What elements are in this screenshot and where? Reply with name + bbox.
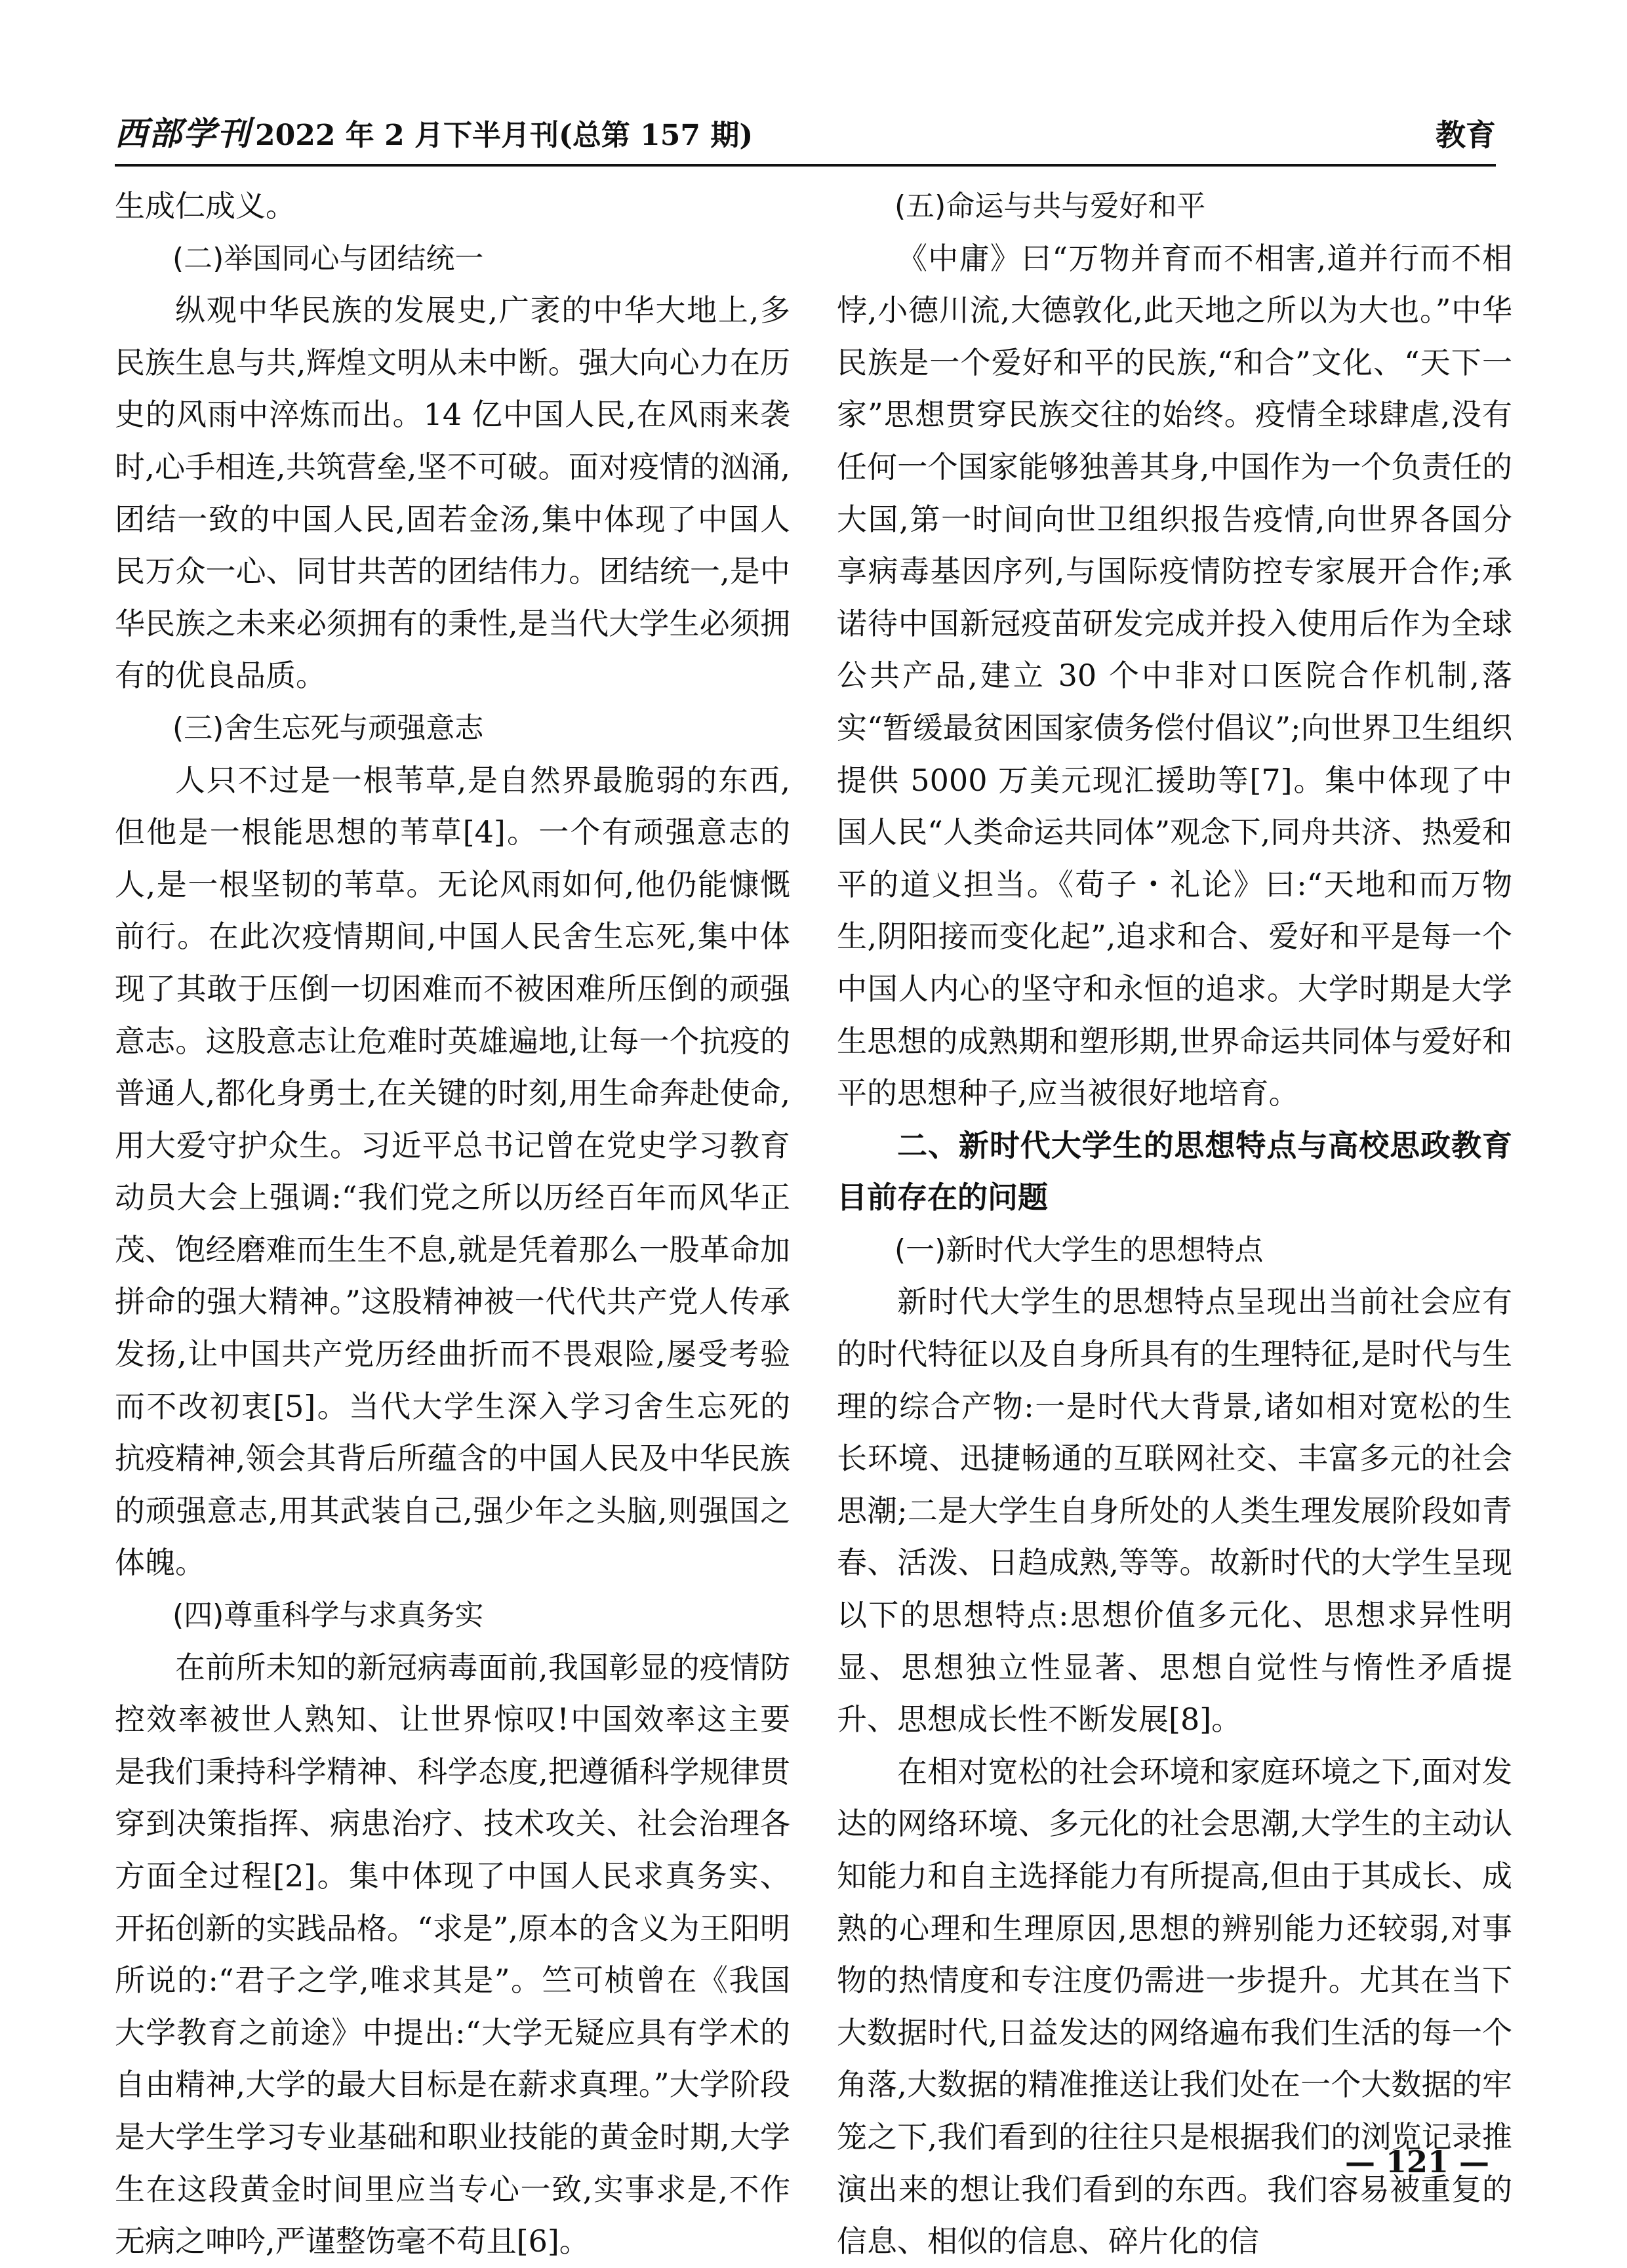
page-number: — 121 — <box>1344 2144 1489 2179</box>
right-column <box>837 180 1512 2268</box>
paragraph: 在前所未知的新冠病毒面前,我国彰显的疫情防控效率被世人熟知、让世界惊叹!中国效率这主要是我们秉持科学精神、科学态度,把遵循科学规律贯穿到决策指挥、病患治疗、技术攻关、社会治理各方面全过程[2]。集中体现了中国人民求真务实、开拓创新的实践品格。“求是”,原本的含义为王阳明所说的:“君子之学,唯求其是”。竺可桢曾在《我国大学教育之前途》中提出:“大学无疑应具有学术的自由精神,大学的最大目标是在薪求真理。”大学阶段是大学生学习专业基础和职业技能的黄金时期,大学生在这段黄金时间里应当专心一致,实事求是,不作无病之呻吟,严谨整饬毫不苟且[6]。 <box>115 1649 790 2259</box>
subsection-heading: (四)尊重科学与求真务实 <box>172 1599 484 1633</box>
issue-info: 2022 年 2 月下半月刊(总第 157 期) <box>255 119 753 152</box>
paragraph: 在相对宽松的社会环境和家庭环境之下,面对发达的网络环境、多元化的社会思潮,大学生的主动认知能力和自主选择能力有所提高,但由于其成长、成熟的心理和生理原因,思想的辨别能力还较弱,对事物的热情度和专注度仍需进一步提升。尤其在当下大数据时代,日益发达的网络遍布我们生活的每一个角落,大数据的精准推送让我们处在一个大数据的牢笼之下,我们看到的往往只是根据我们的浏览记录推演出来的想让我们看到的东西。我们容易被重复的信息、相似的信息、碎片化的信 <box>837 1753 1512 2259</box>
subsection-heading: (一)新时代大学生的思想特点 <box>894 1233 1264 1267</box>
running-header <box>115 111 1496 167</box>
subsection-heading: (三)舍生忘死与顽强意志 <box>172 711 484 745</box>
journal-logo: 西部学刊 <box>115 114 251 153</box>
paragraph: 《中庸》曰“万物并育而不相害,道并行而不相悖,小德川流,大德敦化,此天地之所以为大也。”中华民族是一个爱好和平的民族,“和合”文化、“天下一家”思想贯穿民族交往的始终。疫情全球肆虐,没有任何一个国家能够独善其身,中国作为一个负责任的大国,第一时间向世卫组织报告疫情,向世界各国分享病毒基因序列,与国际疫情防控专家展开合作;承诺待中国新冠疫苗研发完成并投入使用后作为全球公共产品,建立 30 个中非对口医院合作机制,落实“暂缓最贫困国家债务偿付倡议”;向世界卫生组织提供 5000 万美元现汇援助等[7]。集中体现了中国人民“人类命运共同体”观念下,同舟共济、热爱和平的道义担当。《荀子・礼论》曰:“天地和而万物生,阴阳接而变化起”,追求和合、爱好和平是每一个中国人内心的坚守和永恒的追求。大学时期是大学生思想的成熟期和塑形期,世界命运共同体与爱好和平的思想种子,应当被很好地培育。 <box>837 240 1512 1111</box>
paragraph: 人只不过是一根苇草,是自然界最脆弱的东西,但他是一根能思想的苇草[4]。一个有顽强意志的人,是一根坚韧的苇草。无论风雨如何,他仍能慷慨前行。在此次疫情期间,中国人民舍生忘死,集中体现了其敢于压倒一切困难而不被困难所压倒的顽强意志。这股意志让危难时英雄遍地,让每一个抗疫的普通人,都化身勇士,在关键的时刻,用生命奔赴使命,用大爱守护众生。习近平总书记曾在党史学习教育动员大会上强调:“我们党之所以历经百年而风华正茂、饱经磨难而生生不息,就是凭着那么一股革命加拼命的强大精神。”这股精神被一代代共产党人传承发扬,让中国共产党历经曲折而不畏艰险,屡受考验而不改初衷[5]。当代大学生深入学习舍生忘死的抗疫精神,领会其背后所蕴含的中国人民及中华民族的顽强意志,用其武装自己,强少年之头脑,则强国之体魄。 <box>115 762 790 1581</box>
left-column <box>115 180 790 2268</box>
subsection-heading: (五)命运与共与爱好和平 <box>894 189 1206 223</box>
section-heading: 二、新时代大学生的思想特点与高校思政教育目前存在的问题 <box>837 1127 1512 1216</box>
paragraph: 新时代大学生的思想特点呈现出当前社会应有的时代特征以及自身所具有的生理特征,是时代与生理的综合产物:一是时代大背景,诸如相对宽松的生长环境、迅捷畅通的互联网社交、丰富多元的社会思潮;二是大学生自身所处的人类生理发展阶段如青春、活泼、日趋成熟,等等。故新时代的大学生呈现以下的思想特点:思想价值多元化、思想求异性明显、思想独立性显著、思想自觉性与惰性矛盾提升、思想成长性不断发展[8]。 <box>837 1284 1512 1738</box>
paragraph: 生成仁成义。 <box>115 188 296 224</box>
paragraph: 纵观中华民族的发展史,广袤的中华大地上,多民族生息与共,辉煌文明从未中断。强大向心力在历史的风雨中淬炼而出。14 亿中国人民,在风雨来袭时,心手相连,共筑营垒,坚不可破。面对疫情的汹涌,团结一致的中国人民,固若金汤,集中体现了中国人民万众一心、同甘共苦的团结伟力。团结统一,是中华民族之未来必须拥有的秉性,是当代大学生必须拥有的优良品质。 <box>115 292 790 694</box>
section-label: 教育 <box>1436 117 1496 153</box>
subsection-heading: (二)举国同心与团结统一 <box>172 241 484 275</box>
journal-info <box>115 108 753 155</box>
